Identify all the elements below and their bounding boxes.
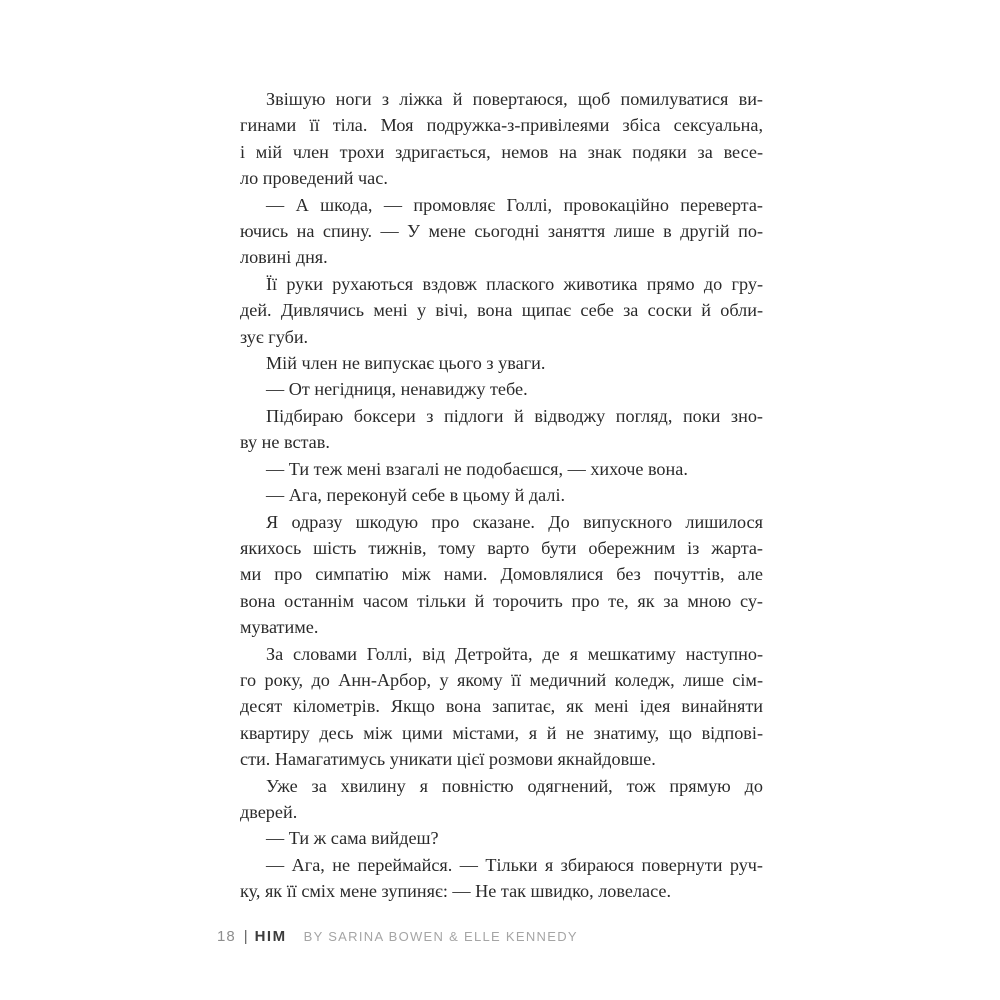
text-line: Мій член не випускає цього з уваги. — [266, 353, 546, 374]
text-line: — Ага, не переймайся. — Тільки я збираюся повернути руч- — [266, 854, 763, 875]
text-line: — А шкода, — промовляє Голлі, провокаційно переверта- — [266, 194, 763, 215]
paragraph — [240, 852, 763, 905]
text-line: — Ти теж мені взагалі не подобаєшся, — хихоче вона. — [266, 458, 688, 479]
text-line: Уже за хвилину я повністю одягнений, тож прямую до — [266, 775, 763, 796]
text-line: ло проведений час. — [240, 168, 388, 189]
text-line: ючись на спину. — У мене сьогодні заняття лише в другій по- — [240, 221, 763, 242]
text-line: ву не встав. — [240, 432, 330, 453]
paragraph — [240, 86, 763, 192]
text-line: гинами її тіла. Моя подружка-з-привілеями збіса сексуальна, — [240, 115, 763, 136]
paragraph — [240, 271, 763, 350]
text-line: ми про симпатію між нами. Домовлялися без почуттів, але — [240, 564, 763, 585]
text-line: Звішую ноги з ліжка й повертаюся, щоб помилуватися ви- — [266, 89, 763, 109]
text-line: ловині дня. — [240, 247, 328, 268]
footer-separator: | — [243, 928, 248, 945]
paragraph — [240, 773, 763, 826]
text-line: вона останнім часом тільки й торочить про те, як за мною су- — [240, 590, 763, 611]
paragraph — [240, 456, 763, 482]
text-line: — От негідниця, ненавиджу тебе. — [266, 379, 528, 400]
book-authors: BY SARINA BOWEN & ELLE KENNEDY — [303, 929, 578, 944]
text-line: і мій член трохи здригається, немов на знак подяки за весе- — [240, 141, 763, 162]
paragraph — [240, 350, 763, 376]
text-line: муватиме. — [240, 617, 319, 638]
text-line: Підбираю боксери з підлоги й відводжу погляд, поки зно- — [266, 405, 763, 426]
text-line: — Ага, переконуй себе в цьому й далі. — [266, 485, 566, 506]
paragraph — [240, 403, 763, 456]
paragraph — [240, 825, 763, 851]
text-line: — Ти ж сама вийдеш? — [266, 828, 439, 849]
page-body — [240, 86, 763, 905]
text-line: якихось шість тижнів, тому варто бути обережним із жарта- — [240, 537, 763, 558]
paragraph — [240, 641, 763, 773]
text-line: зує губи. — [240, 326, 309, 347]
text-line: За словами Голлі, від Детройта, де я мешкатиму наступно- — [266, 643, 763, 664]
book-title: HIM — [254, 928, 287, 945]
text-line: десят кілометрів. Якщо вона запитає, як мені ідея винайняти — [240, 696, 763, 717]
text-line: дей. Дивлячись мені у вічі, вона щипає себе за соски й обли- — [240, 300, 763, 321]
text-line: Її руки рухаються вздовж плаского животика прямо до гру- — [266, 273, 763, 294]
text-line: сти. Намагатимусь уникати цієї розмови якнайдовше. — [240, 749, 656, 770]
page-number: 18 — [217, 928, 236, 945]
text-line: Я одразу шкодую про сказане. До випускного лишилося — [266, 511, 763, 532]
text-line: квартиру десь між цими містами, я й не знатиму, що відпові- — [240, 722, 763, 743]
text-line: дверей. — [240, 801, 298, 822]
text-line: го року, до Анн-Арбор, у якому її медичний коледж, лише сім- — [240, 669, 763, 690]
text-line: ку, як її сміх мене зупиняє: — Не так швидко, ловеласе. — [240, 881, 672, 902]
page-footer — [217, 928, 578, 945]
paragraph — [240, 376, 763, 402]
paragraph — [240, 482, 763, 508]
paragraph — [240, 509, 763, 641]
paragraph — [240, 192, 763, 271]
